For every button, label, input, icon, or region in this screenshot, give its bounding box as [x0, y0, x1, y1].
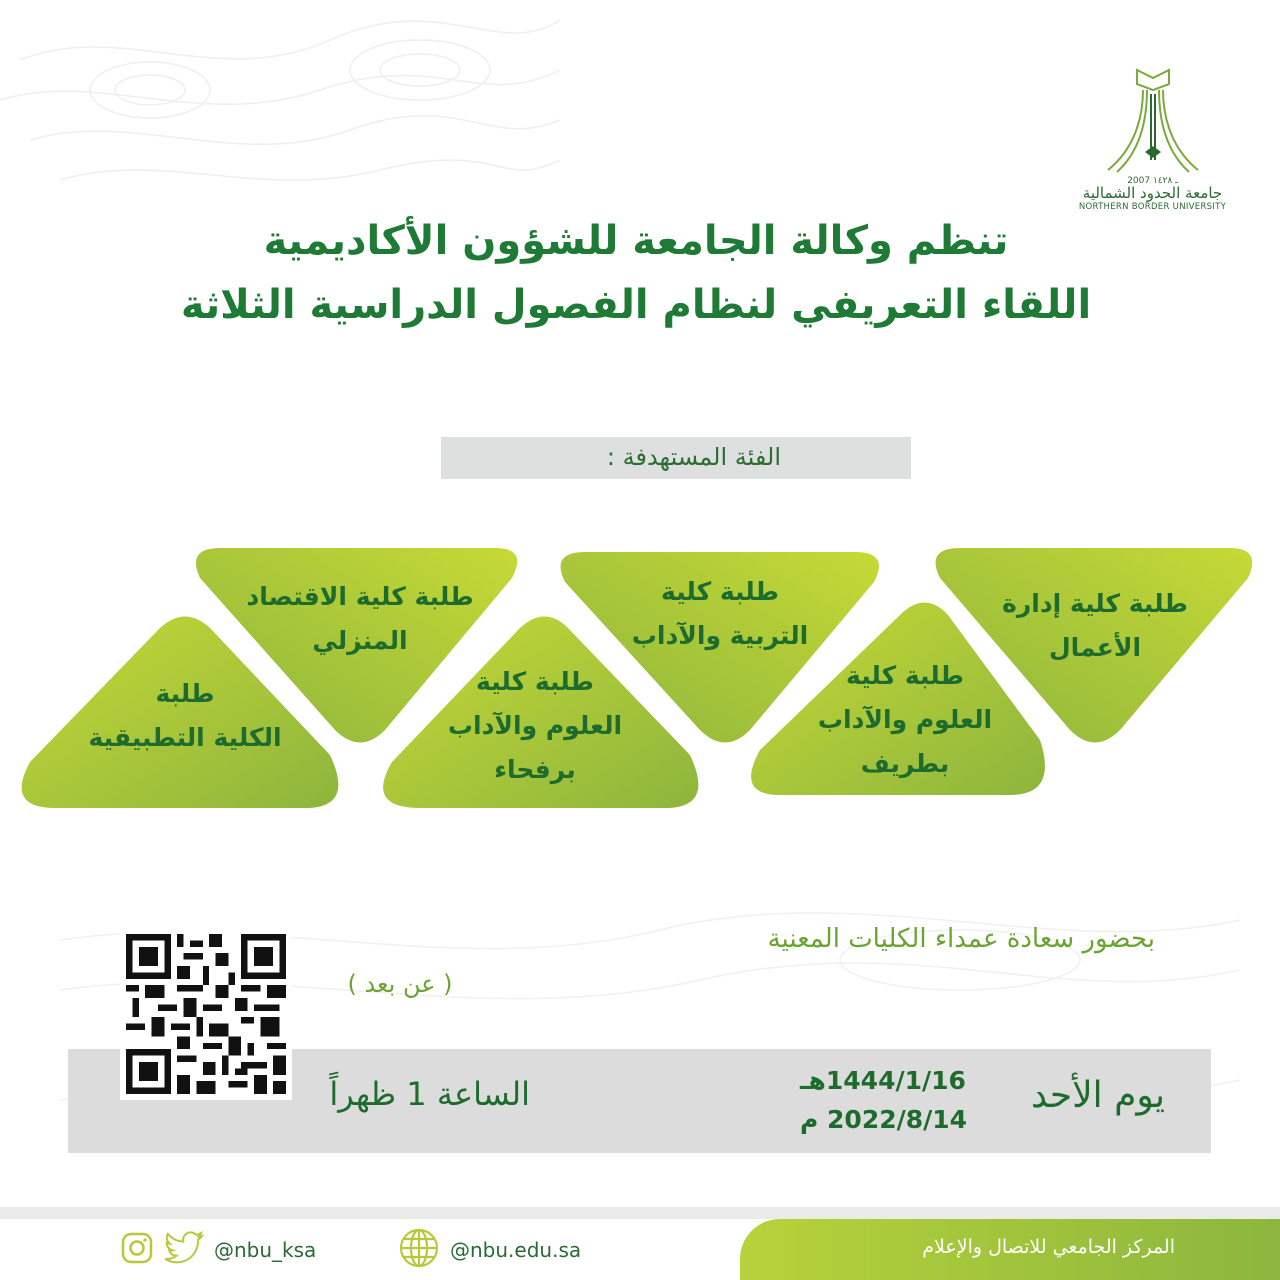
logo-name-en: NORTHERN BORDER UNIVERSITY: [1078, 202, 1227, 212]
group-6-line-2: الكلية التطبيقية: [88, 723, 282, 752]
group-1-line-1: طلبة كلية إدارة: [1002, 589, 1188, 618]
group-4-line-1: طلبة كلية: [476, 667, 594, 696]
group-2-line-3: بطريف: [860, 749, 950, 778]
group-label-1: [985, 582, 1205, 670]
logo-years: 2007 ـ ١٤٢٨: [1127, 176, 1178, 186]
globe-icon[interactable]: [398, 1227, 440, 1274]
footer-divider: [0, 1207, 1280, 1219]
group-4-line-3: برفحاء: [494, 755, 576, 784]
group-2-line-2: العلوم والآداب: [817, 705, 993, 734]
group-label-5: [230, 575, 490, 663]
qr-code[interactable]: [120, 928, 292, 1100]
website-text[interactable]: @nbu.edu.sa: [450, 1238, 582, 1262]
footer-center-name: المركز الجامعي للاتصال والإعلام: [922, 1236, 1175, 1258]
group-3-line-1: طلبة كلية: [661, 577, 779, 606]
logo-name-ar: جامعة الحدود الشمالية: [1082, 184, 1223, 202]
remote-mode-text: ( عن بعد ): [347, 970, 453, 998]
contour-pattern-top: [0, 0, 560, 200]
group-5-line-1: طلبة كلية الاقتصاد: [246, 582, 474, 611]
twitter-icon[interactable]: [164, 1231, 204, 1270]
university-logo: [1075, 60, 1230, 220]
title-line-2: اللقاء التعريفي لنظام الفصول الدراسية الثلاثة: [180, 282, 1092, 328]
group-label-2: [795, 654, 1015, 786]
book-tower-icon: [1103, 60, 1203, 180]
group-6-line-1: طلبة: [155, 679, 215, 708]
group-label-4: [425, 660, 645, 792]
event-date-gregorian: 2022/8/14 م: [800, 1105, 968, 1134]
group-1-line-2: الأعمال: [1048, 633, 1142, 662]
event-day: يوم الأحد: [1030, 1075, 1165, 1116]
attendance-text: بحضور سعادة عمداء الكليات المعنية: [767, 924, 1155, 954]
title-line-1: تنظم وكالة الجامعة للشؤون الأكاديمية: [263, 218, 1009, 264]
qr-code-icon: [126, 934, 286, 1094]
group-5-line-2: المنزلي: [312, 626, 408, 655]
social-accounts: [120, 1230, 316, 1270]
website-link: [398, 1230, 581, 1270]
instagram-icon[interactable]: [120, 1231, 154, 1270]
event-date-hijri: 1444/1/16هـ: [800, 1066, 966, 1095]
group-label-3: [610, 570, 830, 658]
group-2-line-1: طلبة كلية: [846, 661, 964, 690]
group-3-line-2: التربية والآداب: [631, 621, 809, 650]
social-handle[interactable]: @nbu_ksa: [214, 1238, 317, 1262]
group-4-line-2: العلوم والآداب: [447, 711, 623, 740]
target-group-label: الفئة المستهدفة :: [606, 443, 781, 471]
group-label-6: [75, 672, 295, 760]
event-time: الساعة 1 ظهراً: [329, 1075, 530, 1113]
